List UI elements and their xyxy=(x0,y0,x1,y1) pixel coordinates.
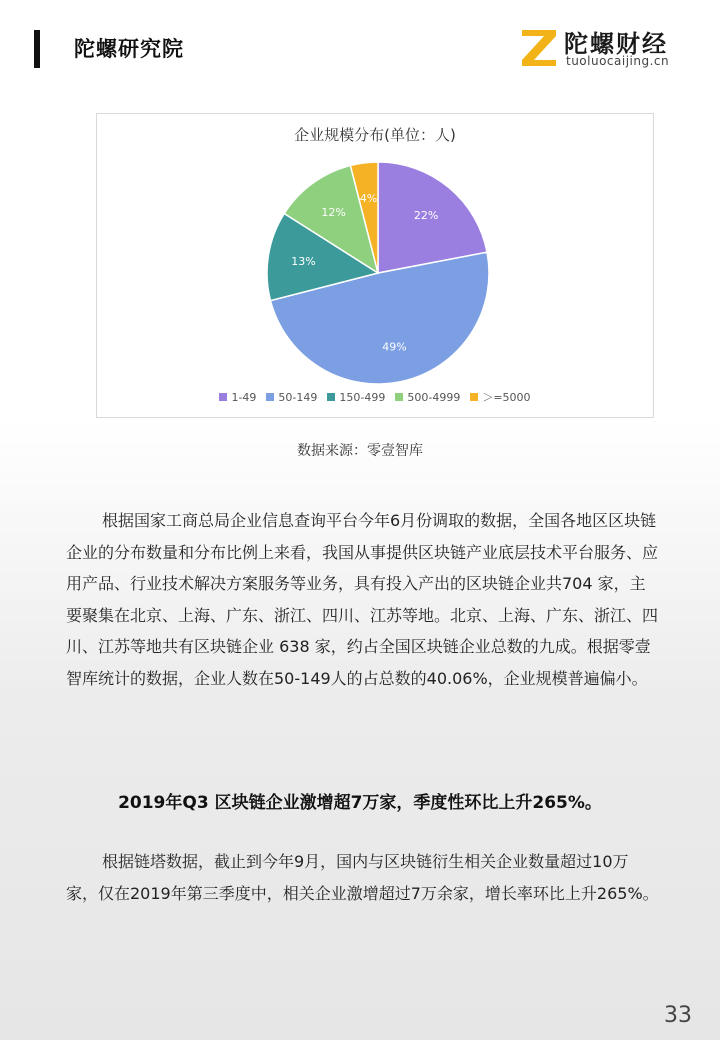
pie-data-label: 4% xyxy=(359,192,378,206)
legend-item xyxy=(219,389,256,405)
pie-data-label: 12% xyxy=(321,205,346,219)
header-title: 陀螺研究院 xyxy=(74,37,184,61)
legend-swatch xyxy=(266,393,274,401)
pie-data-label: 13% xyxy=(291,255,316,269)
body-paragraph-1: 根据国家工商总局企业信息查询平台今年6月份调取的数据，全国各地区区块链企业的分布数量和分布比例上来看，我国从事提供区块链产业底层技术平台服务、应用产品、行业技术解决方案服务等业务，具有投入产出的区块链企业共704 家，主要聚集在北京、上海、广东、浙江、四川、江苏等地。北京、上海、广东、浙江、四川、江苏等地共有区块链企业 638 家，约占全国区块链企业总数的九成。根据零壹智库统计的数据，企业人数在50-149人的占总数的40.06%，企业规模普遍偏小。 xyxy=(66,511,659,688)
legend-swatch xyxy=(327,393,335,401)
legend-item xyxy=(470,389,530,405)
header-accent-bar xyxy=(34,30,40,68)
section-subheading: 2019年Q3 区块链企业激增超7万家，季度性环比上升265%。 xyxy=(118,793,602,813)
legend-item xyxy=(395,389,460,405)
legend-swatch xyxy=(470,393,478,401)
legend-item xyxy=(266,389,317,405)
chart-title: 企业规模分布(单位：人) xyxy=(294,126,456,144)
pie-data-label: 49% xyxy=(382,340,407,354)
body-paragraph-2: 根据链塔数据，截止到今年9月，国内与区块链衍生相关企业数量超过10万家，仅在2019年第三季度中，相关企业激增超过7万余家，增长率环比上升265%。 xyxy=(66,852,659,903)
legend-swatch xyxy=(395,393,403,401)
pie-data-label: 22% xyxy=(413,208,439,222)
legend-label: 150-499 xyxy=(339,390,386,404)
legend-label: 500-4999 xyxy=(407,390,461,404)
legend-swatch xyxy=(219,393,227,401)
legend-label: 1-49 xyxy=(231,390,257,404)
data-source-caption: 数据来源：零壹智库 xyxy=(297,443,423,459)
page-header xyxy=(0,0,720,80)
legend-label: ＞=5000 xyxy=(482,391,531,404)
pie-chart xyxy=(97,114,653,417)
logo-text-en: tuoluocaijing.cn xyxy=(566,54,670,68)
pie-chart-card xyxy=(96,113,654,418)
legend-label: 50-149 xyxy=(278,390,318,404)
logo-z-icon xyxy=(520,24,560,70)
logo-text-cn: 陀螺财经 xyxy=(564,30,668,58)
brand-logo xyxy=(520,24,690,74)
chart-legend xyxy=(97,389,653,405)
page-number: 33 xyxy=(664,1003,692,1028)
legend-item xyxy=(327,389,385,405)
